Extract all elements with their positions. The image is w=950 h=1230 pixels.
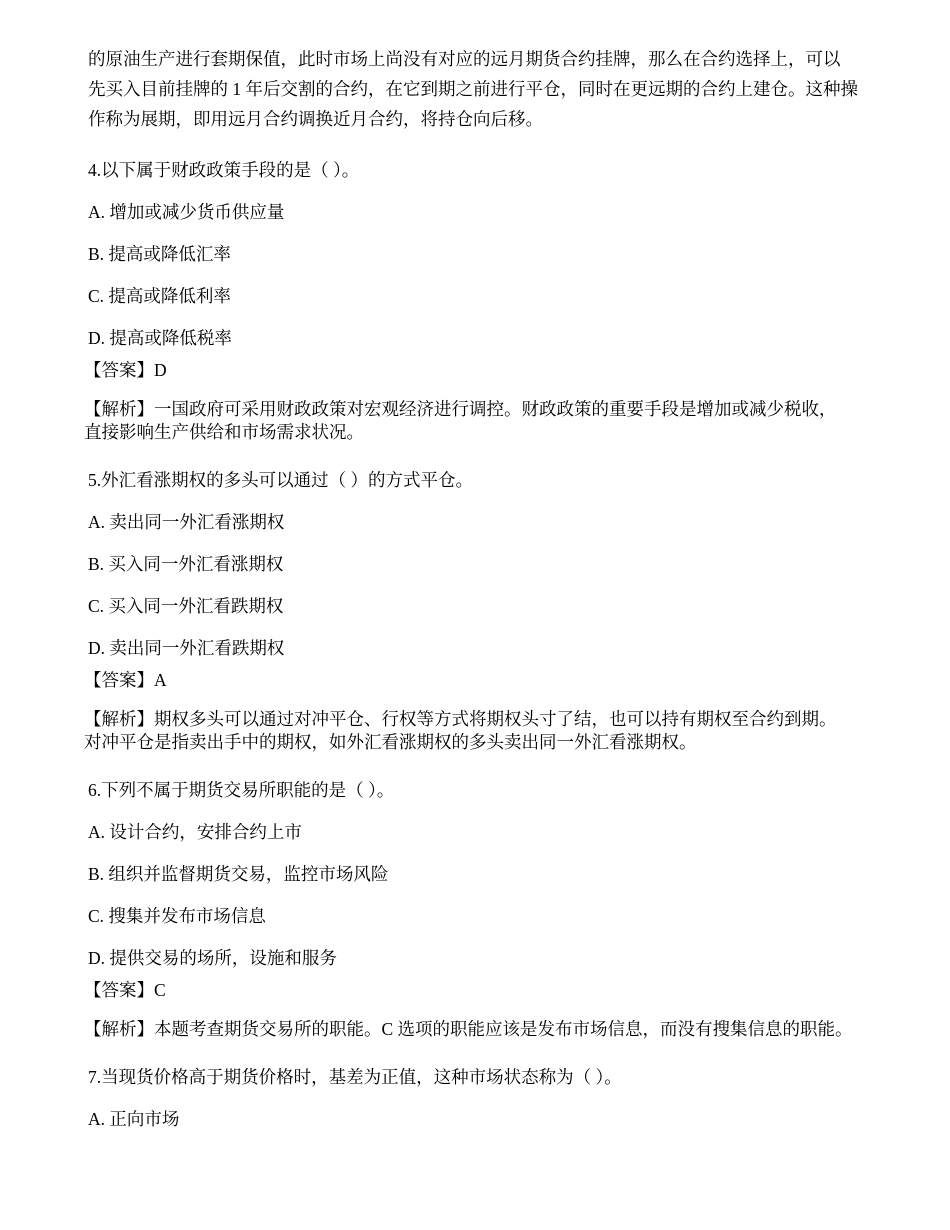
question-stem: 7.当现货价格高于期货价格时，基差为正值，这种市场状态称为（ ）。 <box>88 1067 622 1087</box>
option-a: A. 卖出同一外汇看涨期权 <box>88 512 285 532</box>
analysis-line: 直接影响生产供给和市场需求状况。 <box>84 422 364 442</box>
question-stem: 5.外汇看涨期权的多头可以通过（ ）的方式平仓。 <box>88 470 473 490</box>
answer: 【答案】C <box>84 980 166 1000</box>
question-stem: 4.以下属于财政政策手段的是（ ）。 <box>88 160 360 180</box>
question-6 <box>84 776 912 1041</box>
analysis-line: 【解析】本题考查期货交易所的职能。C 选项的职能应该是发布市场信息，而没有搜集信息的职能。 <box>84 1019 853 1039</box>
analysis <box>84 398 912 444</box>
question-5 <box>84 466 912 754</box>
option-a: A. 增加或减少货币供应量 <box>88 202 285 222</box>
document-page <box>84 44 912 1133</box>
analysis <box>84 1018 912 1041</box>
option-b: B. 提高或降低汇率 <box>88 244 231 264</box>
option-c: C. 提高或降低利率 <box>88 286 231 306</box>
option-a: A. 正向市场 <box>88 1109 180 1129</box>
intro-paragraph <box>88 44 912 134</box>
intro-line: 先买入目前挂牌的 1 年后交割的合约，在它到期之前进行平仓，同时在更远期的合约上建仓。这种操 <box>88 79 858 99</box>
analysis-line: 【解析】期权多头可以通过对冲平仓、行权等方式将期权头寸了结，也可以持有期权至合约到期。 <box>84 709 837 729</box>
option-d: D. 卖出同一外汇看跌期权 <box>88 638 285 658</box>
option-b: B. 组织并监督期货交易，监控市场风险 <box>88 864 389 884</box>
analysis <box>84 708 912 754</box>
answer: 【答案】D <box>84 360 167 380</box>
option-d: D. 提高或降低税率 <box>88 328 232 348</box>
analysis-line: 【解析】一国政府可采用财政政策对宏观经济进行调控。财政政策的重要手段是增加或减少税收， <box>84 399 837 419</box>
option-b: B. 买入同一外汇看涨期权 <box>88 554 284 574</box>
question-7 <box>88 1063 912 1133</box>
analysis-line: 对冲平仓是指卖出手中的期权，如外汇看涨期权的多头卖出同一外汇看涨期权。 <box>84 732 697 752</box>
option-c: C. 买入同一外汇看跌期权 <box>88 596 284 616</box>
answer: 【答案】A <box>84 670 167 690</box>
question-stem: 6.下列不属于期货交易所职能的是（ ）。 <box>88 780 395 800</box>
intro-line: 作称为展期，即用远月合约调换近月合约，将持仓向后移。 <box>88 109 543 129</box>
option-c: C. 搜集并发布市场信息 <box>88 906 266 926</box>
question-4 <box>84 156 912 444</box>
option-d: D. 提供交易的场所，设施和服务 <box>88 948 337 968</box>
option-a: A. 设计合约，安排合约上市 <box>88 822 302 842</box>
intro-line: 的原油生产进行套期保值，此时市场上尚没有对应的远月期货合约挂牌，那么在合约选择上，可以 <box>88 49 841 69</box>
